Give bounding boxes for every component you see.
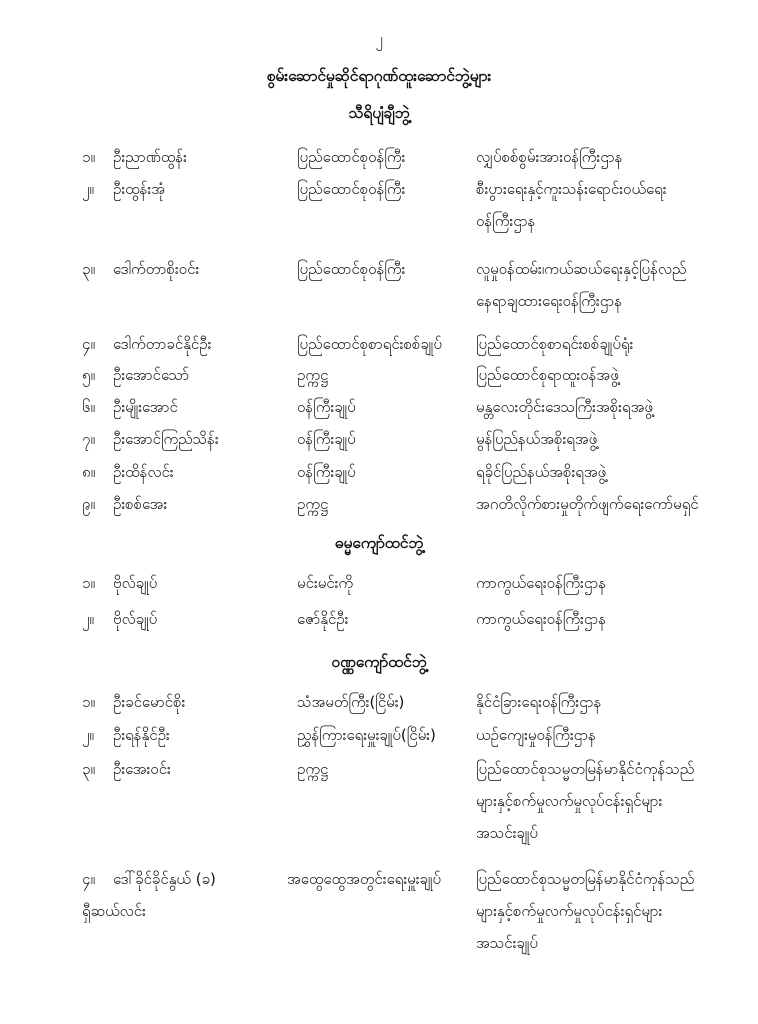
awardee-ministry: အဂတိလိုက်စားမှုတိုက်ဖျက်ရေးကော်မရှင် — [476, 495, 699, 513]
awardee-ministry: စီးပွားရေးနှင့်ကူးသန်းရောင်းဝယ်ရေး ဝန်ကြီးဌာန — [476, 180, 667, 230]
awardee-position: ဝန်ကြီးချုပ် — [297, 398, 356, 416]
awardee-ministry: ပြည်ထောင်စုစာရင်းစစ်ချုပ်ရုံး — [476, 335, 634, 353]
awardee-rank: ဗိုလ်ချုပ် — [113, 610, 158, 628]
awardee-name: ဦးညာဏ်ထွန်း — [113, 148, 187, 166]
awardee-name-alias: ရှီဆယ်လင်း — [82, 902, 146, 920]
awardee-position: ဥက္ကဋ္ဌ — [297, 495, 329, 513]
awardee-position: ပြည်ထောင်စုဝန်ကြီး — [297, 180, 406, 198]
row-number: ၂။ — [82, 180, 94, 198]
awardee-position: ပြည်ထောင်စုဝန်ကြီး — [297, 260, 406, 278]
awardee-ministry: ပြည်ထောင်စုသမ္မတမြန်မာနိုင်ငံကုန်သည် များနှင့်စက်မှုလက်မှုလုပ်ငန်းရှင်များ အသင်းချုပ် — [476, 870, 695, 952]
awardee-ministry: ကာကွယ်ရေးဝန်ကြီးဌာန — [476, 574, 607, 592]
awardee-ministry: မန္တလေးတိုင်းဒေသကြီးအစိုးရအဖွဲ့ — [476, 398, 653, 416]
awardee-name: ဦးခင်မောင်စိုး — [113, 693, 186, 711]
row-number: ၁။ — [82, 148, 95, 166]
page-number: ၂ — [375, 30, 383, 48]
awardee-position: သံအမတ်ကြီး(ငြိမ်း) — [297, 693, 405, 711]
awardee-position: ဥက္ကဋ္ဌ — [297, 760, 329, 778]
awardee-ministry: လျှပ်စစ်စွမ်းအားဝန်ကြီးဌာန — [476, 148, 623, 166]
awardee-ministry: ပြည်ထောင်စုသမ္မတမြန်မာနိုင်ငံကုန်သည် များနှင့်စက်မှုလက်မှုလုပ်ငန်းရှင်များ အသင်းချုပ် — [476, 760, 695, 842]
row-number: ၂။ — [82, 610, 94, 628]
awardee-ministry: ပြည်ထောင်စုရာထူးဝန်အဖွဲ့ — [476, 366, 619, 384]
awardee-position: အထွေထွေအတွင်းရေးမှူးချုပ် — [287, 870, 442, 888]
awardee-name: ဦးစစ်အေး — [113, 495, 168, 513]
row-number: ၆။ — [82, 398, 95, 416]
awardee-name: ဦးထွန်းအုံ — [113, 180, 165, 198]
awardee-ministry: ရခိုင်ပြည်နယ်အစိုးရအဖွဲ့ — [476, 463, 607, 481]
awardee-position: ပြည်ထောင်စုစာရင်းစစ်ချုပ် — [297, 335, 442, 353]
awardee-ministry: ကာကွယ်ရေးဝန်ကြီးဌာန — [476, 610, 607, 628]
awardee-name: ဦးအောင်ကြည်သိန်း — [113, 430, 219, 448]
awardee-ministry: ယဉ်ကျေးမှုဝန်ကြီးဌာန — [476, 726, 596, 744]
awardee-position: ဝန်ကြီးချုပ် — [297, 463, 356, 481]
awardee-rank: ဗိုလ်ချုပ် — [113, 574, 158, 592]
section-heading-dhamma-kyawhtin: ဓမ္မကျော်ထင်ဘွဲ့ — [334, 534, 424, 552]
awardee-name: ဒေါ်ခိုင်ခိုင်နွယ် (ခ) — [113, 870, 216, 888]
awardee-ministry: လူမှုဝန်ထမ်း၊ကယ်ဆယ်ရေးနှင့်ပြန်လည် နေရာချထားရေးဝန်ကြီးဌာန — [476, 260, 687, 310]
row-number: ၈။ — [82, 463, 96, 481]
awardee-position: ဝန်ကြီးချုပ် — [297, 430, 356, 448]
awardee-name: ဦးရန်နိုင်ဦး — [113, 726, 170, 744]
row-number: ၄။ — [82, 335, 95, 353]
row-number: ၅။ — [82, 366, 95, 384]
awardee-position: ဥက္ကဋ္ဌ — [297, 366, 329, 384]
awardee-name: ဦးမျိုးအောင် — [113, 398, 178, 416]
row-number: ၁။ — [82, 693, 95, 711]
awardee-name: ဦးအောင်သော် — [113, 366, 190, 384]
section-heading-thiri-pyanchi: သီရိပျံချီဘွဲ့ — [348, 104, 410, 122]
document-title: စွမ်းဆောင်မှုဆိုင်ရာဂုဏ်ထူးဆောင်ဘွဲ့များ — [266, 67, 492, 85]
awardee-name: ဦးထိန်လင်း — [113, 463, 174, 481]
row-number: ၃။ — [82, 260, 95, 278]
section-heading-wunna-kyawhtin: ဝဏ္ဏကျော်ထင်ဘွဲ့ — [331, 653, 427, 671]
row-number: ၂။ — [82, 726, 94, 744]
awardee-position: ညွှန်ကြားရေးမှူးချုပ်(ငြိမ်း) — [297, 726, 436, 744]
awardee-ministry: နိုင်ငံခြားရေးဝန်ကြီးဌာန — [476, 693, 602, 711]
awardee-name: ဒေါက်တာစိုးဝင်း — [113, 260, 200, 278]
row-number: ၃။ — [82, 760, 95, 778]
row-number: ၄။ — [82, 870, 95, 888]
awardee-position: ပြည်ထောင်စုဝန်ကြီး — [297, 148, 406, 166]
awardee-name: ဦးအေးဝင်း — [113, 760, 171, 778]
row-number: ၉။ — [82, 495, 95, 513]
row-number: ၁။ — [82, 574, 95, 592]
row-number: ၇။ — [82, 430, 95, 448]
awardee-ministry: မွန်ပြည်နယ်အစိုးရအဖွဲ့ — [476, 430, 598, 448]
awardee-name: မင်းမင်းကို — [297, 574, 354, 592]
awardee-name: ဇော်နိုင်ဦး — [297, 610, 349, 628]
awardee-name: ဒေါက်တာခင်နိုင်ဦး — [113, 335, 212, 353]
